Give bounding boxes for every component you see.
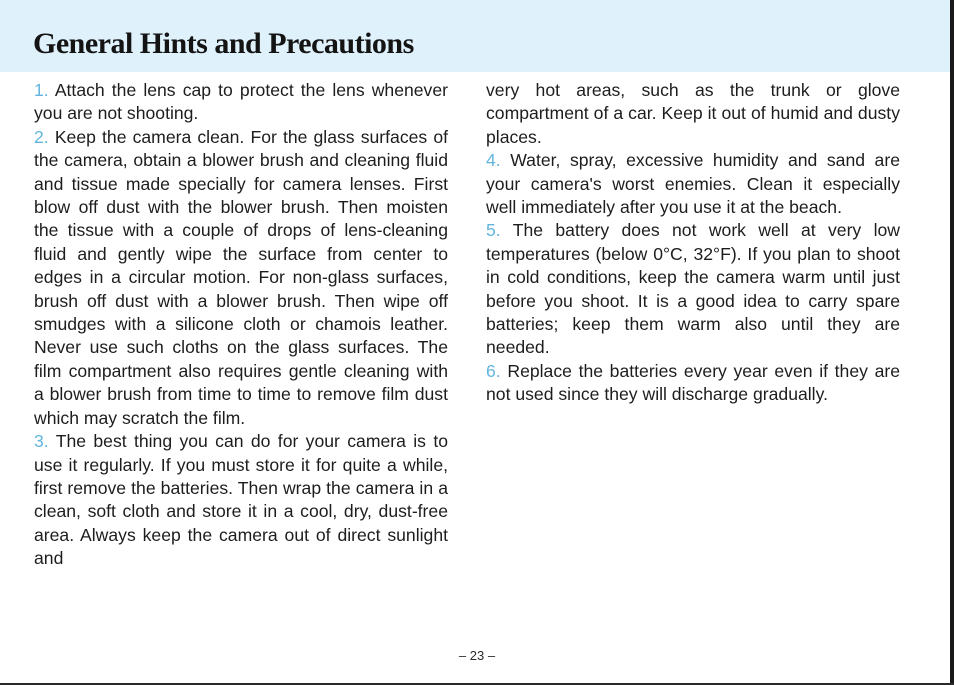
- paragraph-text: The best thing you can do for your camera is to use it regularly. If you must store it for quite a while, first remove the batteries. Then wrap the camera in a clean, soft cloth and store it in a cool, dry, dust-free area. Always keep the camera out of direct sunlight and: [34, 431, 448, 569]
- paragraph-number: 4.: [486, 150, 501, 171]
- right-edge-line: [950, 0, 954, 685]
- right-column: [486, 79, 900, 407]
- paragraph-number: 1.: [34, 80, 49, 100]
- paragraph-text: very hot areas, such as the trunk or glove compartment of a car. Keep it out of humid and dusty places.: [486, 80, 900, 147]
- paragraph-3: [34, 430, 448, 570]
- paragraph-6: [486, 360, 900, 407]
- page-number: – 23 –: [458, 648, 496, 663]
- paragraph-1: [34, 79, 448, 126]
- left-column: [34, 79, 448, 571]
- paragraph-number: 3.: [34, 431, 49, 452]
- paragraph-text: The battery does not work well at very low temperatures (below 0°C, 32°F). If you plan to shoot in cold conditions, keep the camera warm until just before you shoot. It is a good idea to carry spare batteries; keep them warm also until they are needed.: [486, 220, 900, 358]
- paragraph-text: Water, spray, excessive humidity and sand are your camera's worst enemies. Clean it especially well immediately after you use it at the beach.: [486, 150, 900, 218]
- paragraph-text: Keep the camera clean. For the glass surfaces of the camera, obtain a blower brush and cleaning fluid and tissue made specially for camera lenses. First blow off dust with the blower brush. Then moisten the tissue with a couple of drops of lens-cleaning fluid and gently wipe the surface from center to edges in a circular motion. For non-glass surfaces, brush off dust with a blower brush. Then wipe off smudges with a silicone cloth or chamois leather. Never use such cloths on the glass surfaces. The film compartment also requires gentle cleaning with a blower brush from time to time to remove film dust which may scratch the film.: [34, 126, 448, 428]
- paragraph-number: 5.: [486, 220, 501, 241]
- paragraph-text: Attach the lens cap to protect the lens whenever you are not shooting.: [34, 80, 448, 124]
- paragraph-5: [486, 219, 900, 359]
- page-title: General Hints and Precautions: [33, 27, 414, 60]
- paragraph-number: 2.: [34, 126, 49, 147]
- paragraph-3-continued: [486, 79, 900, 149]
- paragraph-4: [486, 149, 900, 219]
- paragraph-text: Replace the batteries every year even if they are not used since they will discharge gradually.: [486, 360, 900, 405]
- paragraph-2: [34, 126, 448, 430]
- paragraph-number: 6.: [486, 360, 501, 381]
